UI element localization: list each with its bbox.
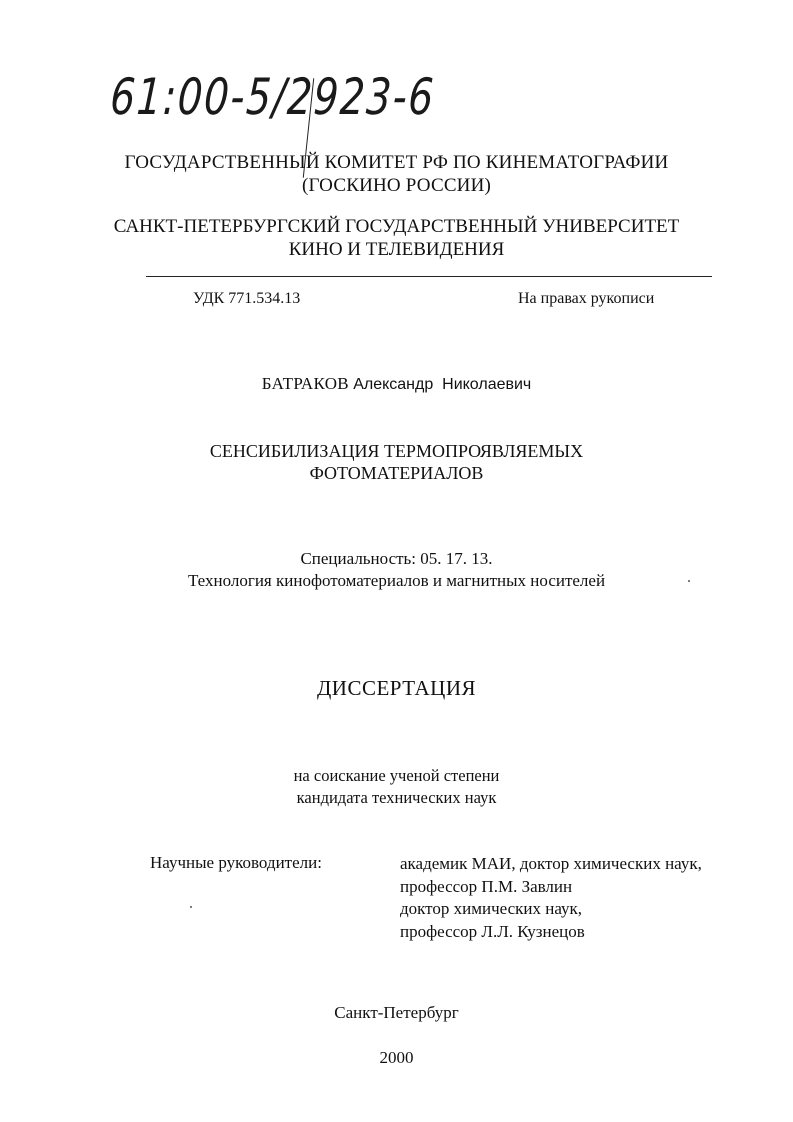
author-name	[0, 374, 793, 394]
author-given-names: Александр Николаевич	[353, 376, 532, 393]
supervisors-list	[400, 853, 702, 943]
supervisor-line: доктор химических наук,	[400, 899, 583, 918]
author-surname: БАТРАКОВ	[261, 374, 349, 393]
committee-header	[0, 151, 793, 197]
document-type: ДИССЕРТАЦИЯ	[316, 676, 477, 700]
title-line2: ФОТОМАТЕРИАЛОВ	[309, 463, 484, 483]
scan-speck	[688, 580, 690, 582]
supervisors-label: Научные руководители:	[150, 853, 322, 872]
dissertation-title	[0, 440, 793, 484]
specialty-block	[0, 548, 793, 592]
specialty-code: Специальность: 05. 17. 13.	[300, 549, 493, 568]
supervisor-line: профессор П.М. Завлин	[400, 876, 573, 896]
year: 2000	[379, 1048, 414, 1067]
university-name-line2: КИНО И ТЕЛЕВИДЕНИЯ	[288, 239, 505, 260]
city: Санкт-Петербург	[334, 1003, 459, 1022]
degree-line1: на соискание ученой степени	[293, 766, 500, 785]
degree-line2: кандидата технических наук	[296, 788, 497, 807]
scan-speck	[190, 906, 192, 908]
committee-abbreviation: (ГОСКИНО РОССИИ)	[301, 175, 492, 196]
degree-block	[0, 765, 793, 809]
manuscript-rights-note: На правах рукописи	[518, 290, 655, 307]
udk-code: УДК 771.534.13	[193, 290, 301, 307]
university-name-line1: САНКТ-ПЕТЕРБУРГСКИЙ ГОСУДАРСТВЕННЫЙ УНИВЕРСИТЕТ	[113, 216, 680, 237]
header-divider	[146, 276, 712, 277]
handwritten-archive-code: 61:00-5/2923-6	[108, 68, 437, 126]
supervisor-line: профессор Л.Л. Кузнецов	[400, 921, 585, 941]
specialty-name: Технология кинофотоматериалов и магнитных носителей	[187, 571, 606, 590]
university-header	[0, 215, 793, 261]
committee-name: ГОСУДАРСТВЕННЫЙ КОМИТЕТ РФ ПО КИНЕМАТОГРАФИИ	[124, 152, 669, 173]
title-line1: СЕНСИБИЛИЗАЦИЯ ТЕРМОПРОЯВЛЯЕМЫХ	[209, 441, 584, 461]
supervisor-line: академик МАИ, доктор химических наук,	[400, 854, 702, 873]
